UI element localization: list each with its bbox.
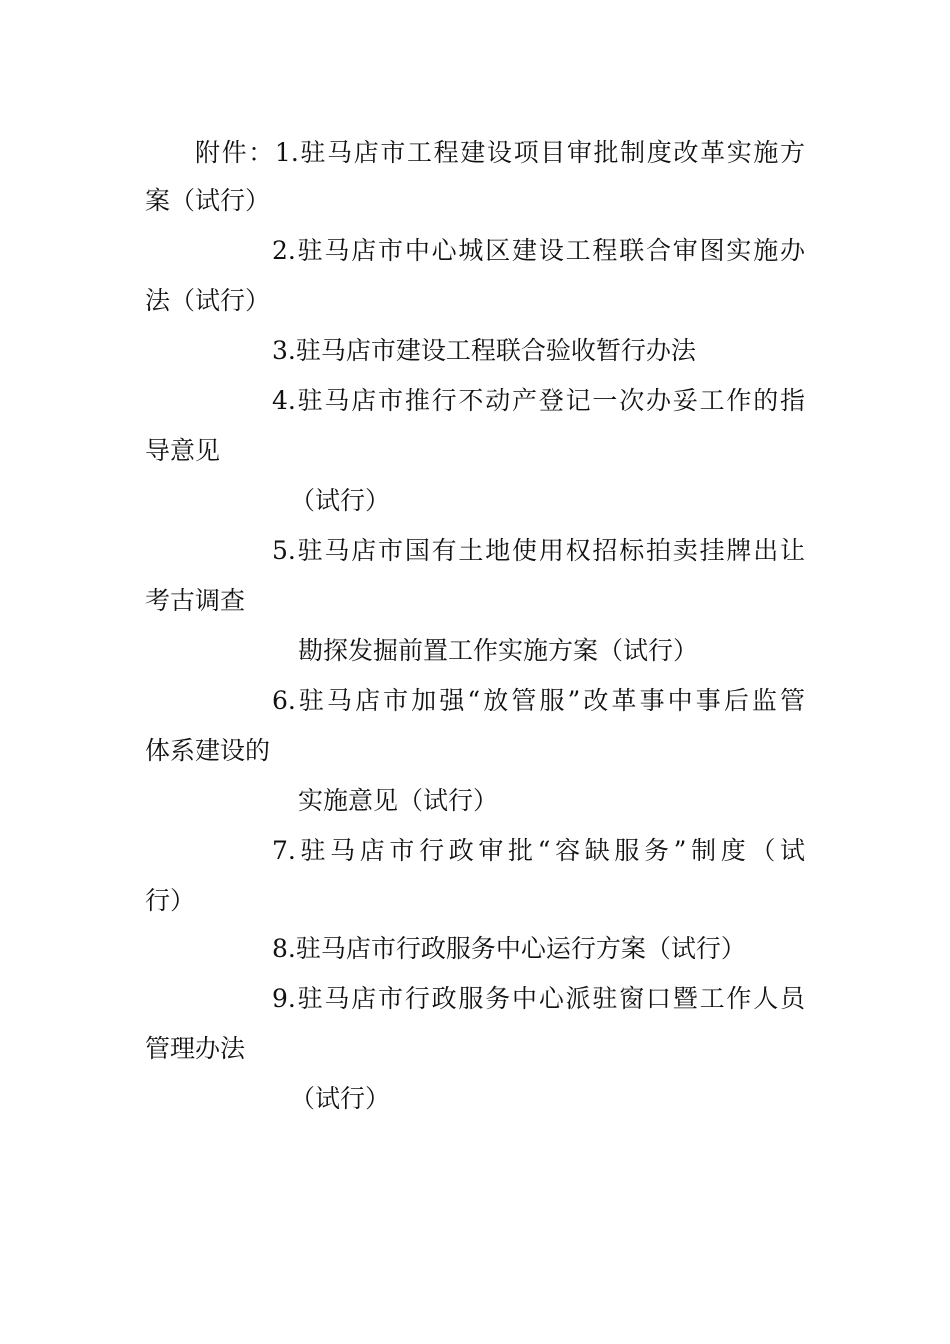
attachment-line-7: 导意见 (145, 436, 221, 465)
attachment-line-12: 6.驻马店市加强“放管服”改革事中事后监管 (272, 686, 805, 715)
attachment-line-8: （试行） (290, 486, 391, 515)
attachment-line-15: 7.驻马店市行政审批“容缺服务”制度（试 (272, 836, 805, 865)
attachment-line-11: 勘探发掘前置工作实施方案（试行） (298, 636, 699, 665)
attachment-line-1: 附件：1.驻马店市工程建设项目审批制度改革实施方 (195, 138, 805, 167)
attachment-line-3: 2.驻马店市中心城区建设工程联合审图实施办 (272, 236, 805, 265)
attachment-line-2: 案（试行） (145, 186, 271, 215)
attachment-line-9: 5.驻马店市国有土地使用权招标拍卖挂牌出让 (272, 536, 805, 565)
attachment-line-14: 实施意见（试行） (298, 786, 499, 815)
attachment-line-19: 管理办法 (145, 1034, 246, 1063)
attachment-line-17: 8.驻马店市行政服务中心运行方案（试行） (272, 934, 746, 963)
attachment-line-20: （试行） (290, 1084, 391, 1113)
attachment-line-4: 法（试行） (145, 286, 271, 315)
attachment-line-10: 考古调查 (145, 586, 246, 615)
attachment-line-5: 3.驻马店市建设工程联合验收暂行办法 (272, 336, 696, 365)
attachment-line-18: 9.驻马店市行政服务中心派驻窗口暨工作人员 (272, 984, 805, 1013)
attachment-line-16: 行） (145, 886, 196, 915)
attachment-line-13: 体系建设的 (145, 736, 271, 765)
attachment-line-6: 4.驻马店市推行不动产登记一次办妥工作的指 (272, 386, 805, 415)
